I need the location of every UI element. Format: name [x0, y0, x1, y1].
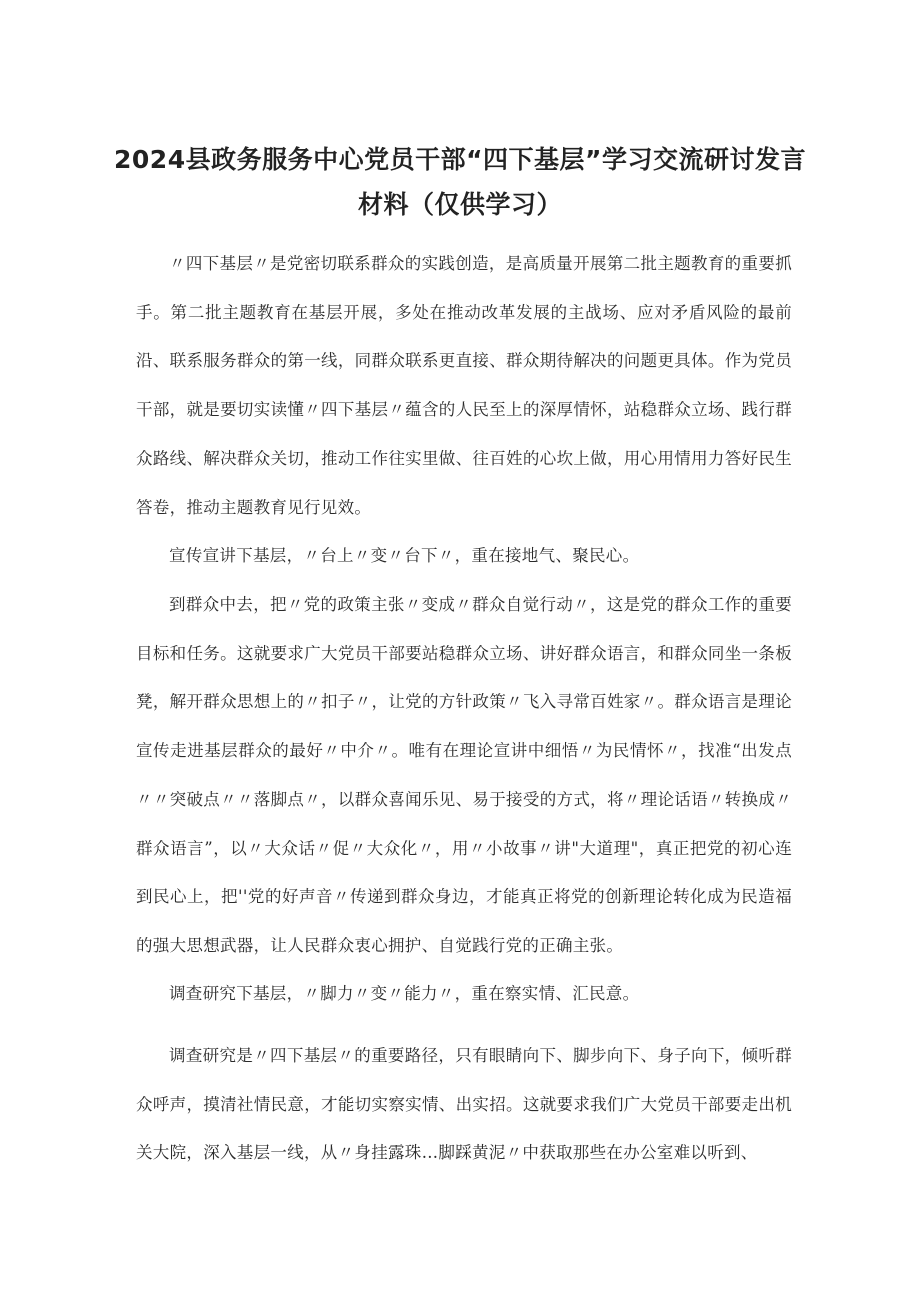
document-title-line-2: 材料（仅供学习） — [357, 190, 562, 219]
paragraph-intro: 〃四下基层〃是党密切联系群众的实践创造，是高质量开展第二批主题教育的重要抓手。第二批主题教育在基层开展，多处在推动改革发展的主战场、应对矛盾风险的最前沿、联系服务群众的第一线，同群众联系更直接、群众期待解决的问题更具体。作为党员干部，就是要切实读懂〃四下基层〃蕴含的人民至上的深厚情怀，站稳群众立场、践行群众路线、解决群众关切，推动工作往实里做、往百姓的心坎上做，用心用情用力答好民生答卷，推动主题教育见行见效。 — [136, 254, 792, 517]
paragraph-research-body: 调查研究是〃四下基层〃的重要路径，只有眼睛向下、脚步向下、身子向下，倾听群众呼声，摸清社情民意，才能切实察实情、出实招。这就要求我们广大党员干部要走出机关大院，深入基层一线，从〃身挂露珠…脚踩黄泥〃中获取那些在办公室难以听到、 — [136, 1046, 792, 1163]
document-title-line-1: 2024县政务服务中心党员干部“四下基层”学习交流研讨发言 — [114, 145, 806, 174]
paragraph-heading-publicity: 宣传宣讲下基层，〃台上〃变〃台下〃，重在接地气、聚民心。 — [169, 546, 640, 565]
paragraph-publicity-body: 到群众中去，把〃党的政策主张〃变成〃群众自觉行动〃，这是党的群众工作的重要目标和任务。这就要求广大党员干部要站稳群众立场、讲好群众语言，和群众同坐一条板凳，解开群众思想上的〃扣子〃，让党的方针政策〃飞入寻常百姓家〃。群众语言是理论宣传走进基层群众的最好〃中介〃。唯有在理论宣讲中细悟〃为民情怀〃，找准“出发点〃〃突破点〃〃落脚点〃，以群众喜闻乐见、易于接受的方式，将〃理论话语〃转换成〃群众语言”，以〃大众话〃促〃大众化〃，用〃小故事〃讲"大道理"，真正把党的初心连到民心上，把''党的好声音〃传递到群众身边，才能真正将党的创新理论转化成为民造福的强大思想武器，让人民群众衷心拥护、自觉践行党的正确主张。 — [136, 595, 792, 955]
paragraph-heading-research: 调查研究下基层，〃脚力〃变〃能力〃，重在察实情、汇民意。 — [169, 984, 640, 1003]
